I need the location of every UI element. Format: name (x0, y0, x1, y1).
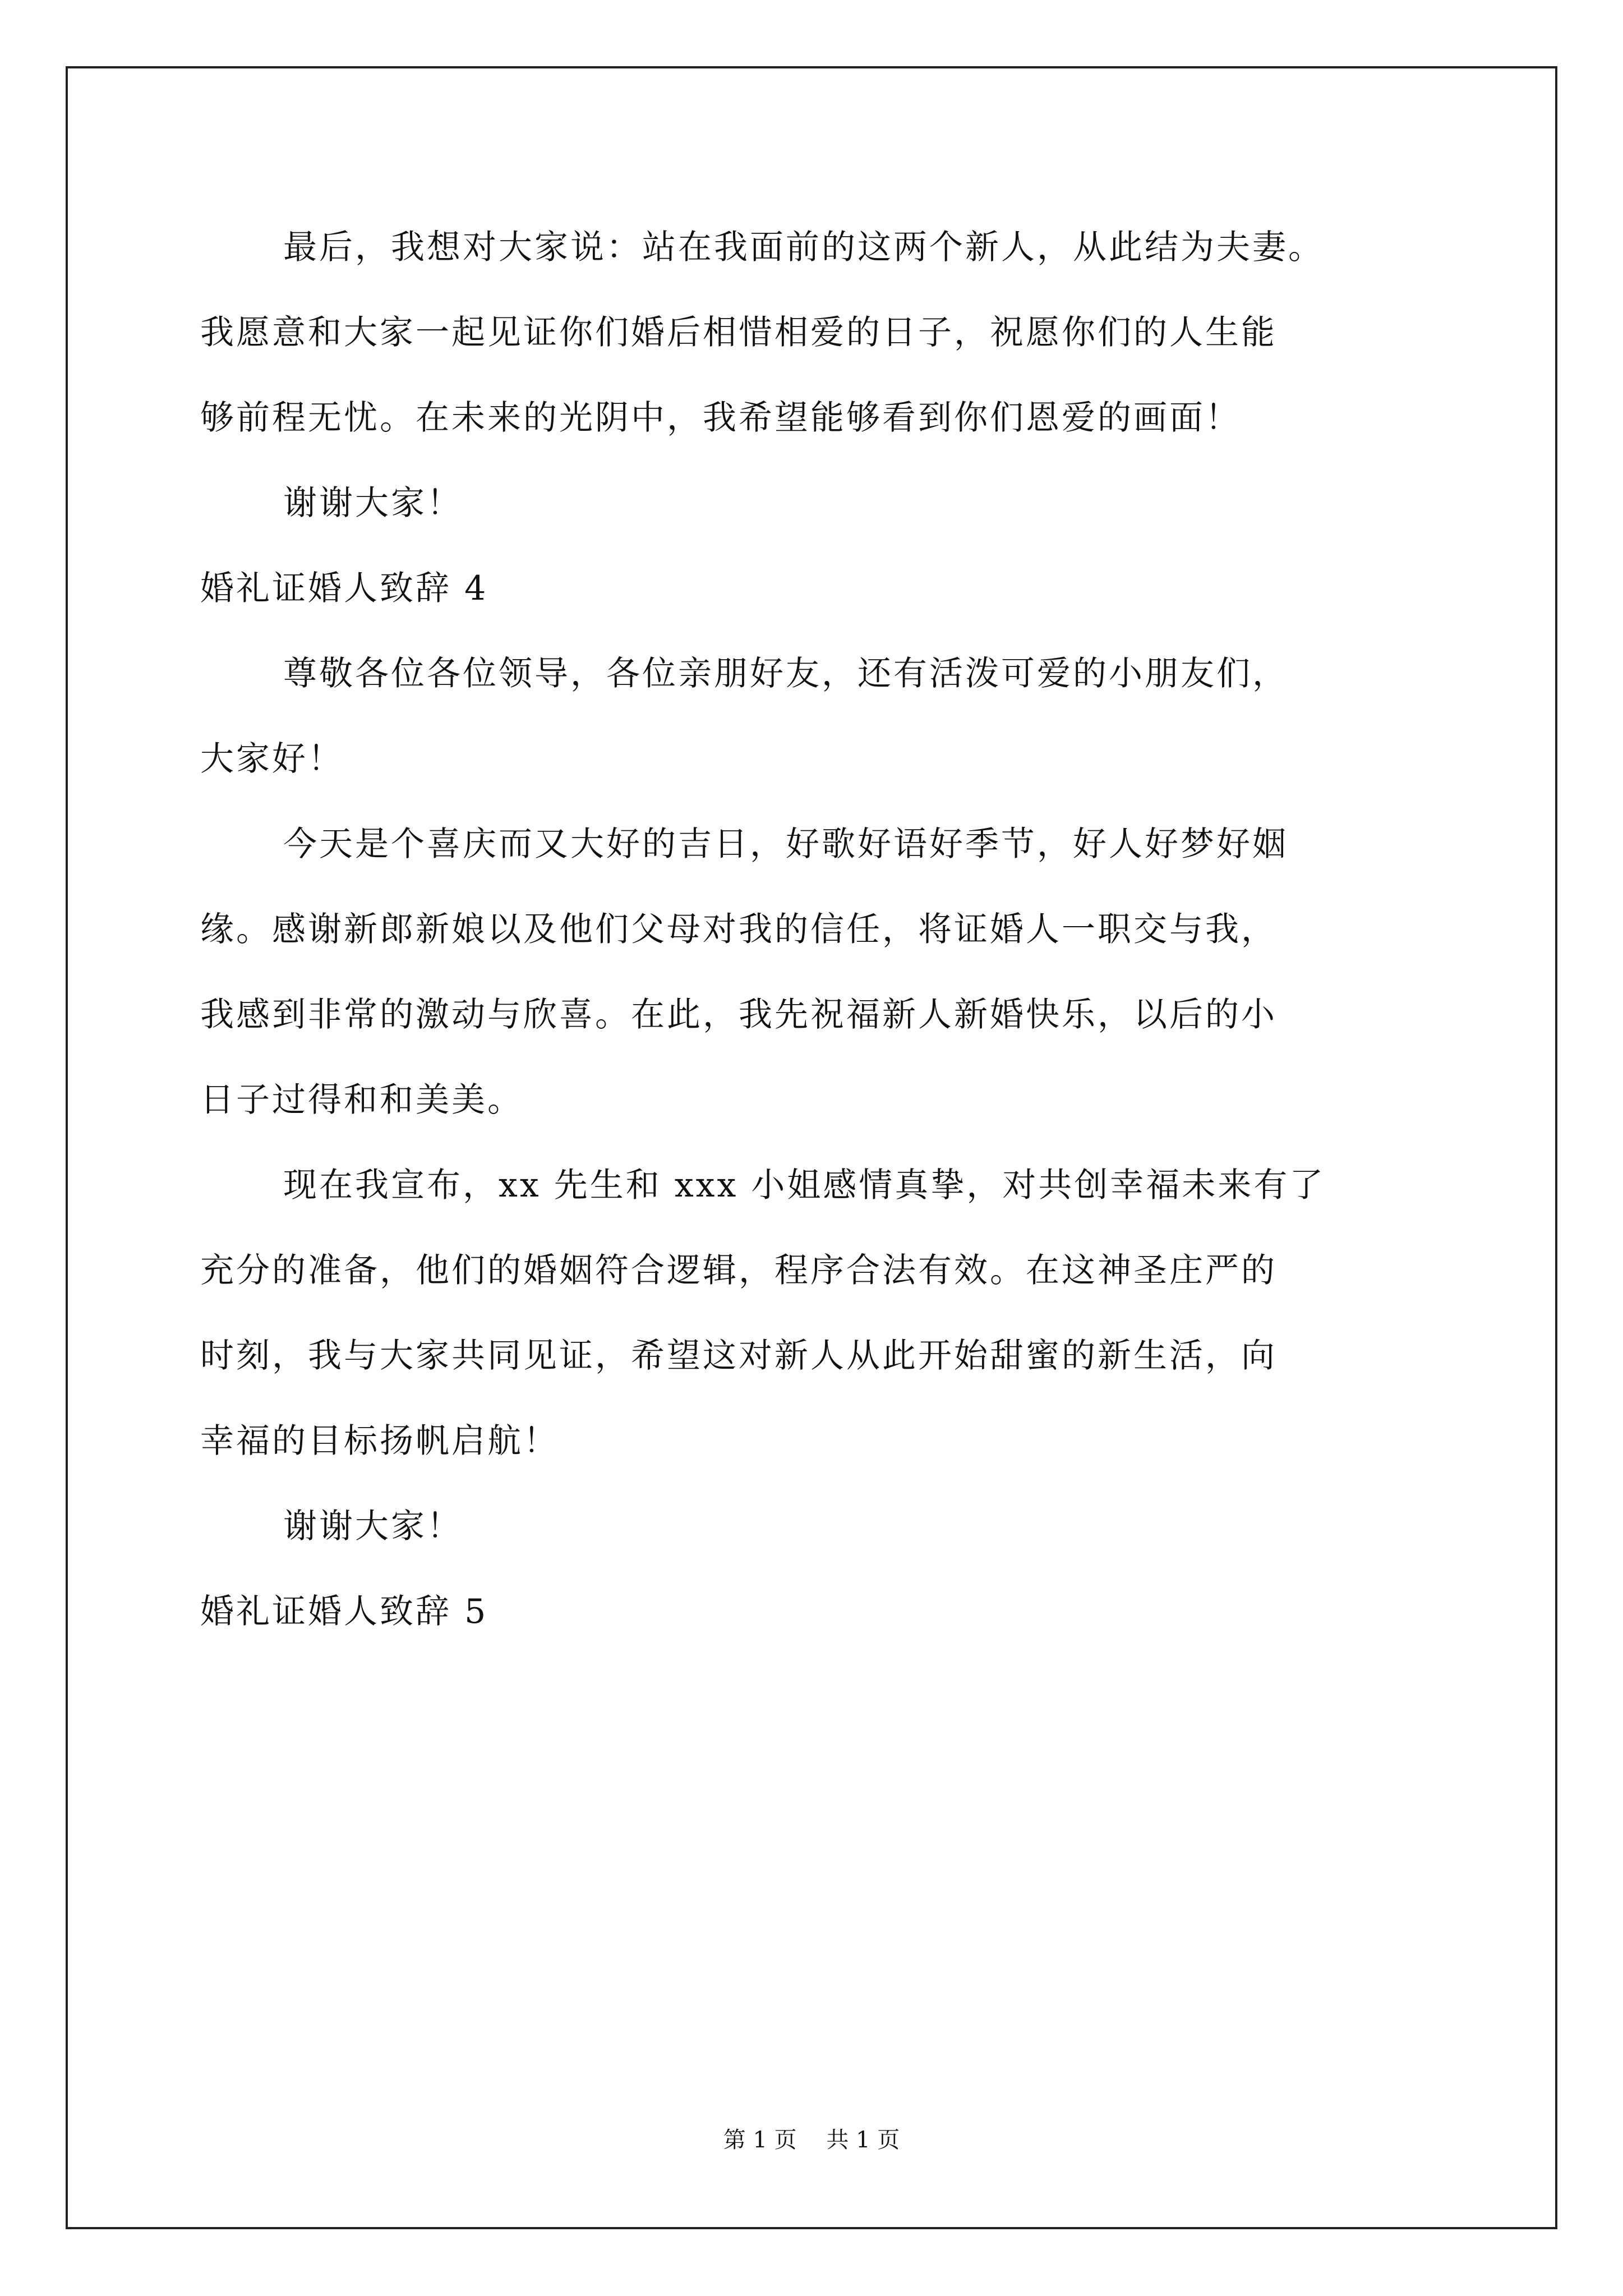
paragraph-line: 大家好！ (200, 739, 344, 779)
page-number: 第 1 页 (723, 2127, 797, 2153)
closing-thanks: 谢谢大家！ (283, 1507, 463, 1546)
document-body (200, 205, 1423, 1654)
page-total: 共 1 页 (826, 2127, 900, 2153)
paragraph-line: 现在我宣布，xx 先生和 xxx 小姐感情真挚，对共创幸福未来有了 (283, 1166, 1326, 1205)
section-heading: 婚礼证婚人致辞 4 (200, 569, 488, 608)
section-heading: 婚礼证婚人致辞 5 (200, 1592, 488, 1631)
paragraph-line: 今天是个喜庆而又大好的吉日，好歌好语好季节，好人好梦好姻 (283, 825, 1288, 864)
paragraph-line: 我感到非常的激动与欣喜。在此，我先祝福新人新婚快乐，以后的小 (200, 995, 1277, 1034)
paragraph-line: 尊敬各位各位领导，各位亲朋好友，还有活泼可爱的小朋友们， (283, 654, 1288, 693)
paragraph-line: 幸福的目标扬帆启航！ (200, 1421, 559, 1461)
paragraph-line: 日子过得和和美美。 (200, 1080, 523, 1120)
paragraph-line: 最后，我想对大家说：站在我面前的这两个新人，从此结为夫妻。 (283, 228, 1324, 267)
paragraph-line: 我愿意和大家一起见证你们婚后相惜相爱的日子，祝愿你们的人生能 (200, 313, 1277, 352)
paragraph-line: 充分的准备，他们的婚姻符合逻辑，程序合法有效。在这神圣庄严的 (200, 1251, 1277, 1290)
closing-thanks: 谢谢大家！ (283, 484, 463, 523)
paragraph-line: 时刻，我与大家共同见证，希望这对新人从此开始甜蜜的新生活，向 (200, 1336, 1277, 1375)
paragraph-line: 够前程无忧。在未来的光阴中，我希望能够看到你们恩爱的画面！ (200, 398, 1241, 438)
paragraph-line: 缘。感谢新郎新娘以及他们父母对我的信任，将证婚人一职交与我， (200, 910, 1277, 949)
page-footer (0, 2123, 1623, 2157)
